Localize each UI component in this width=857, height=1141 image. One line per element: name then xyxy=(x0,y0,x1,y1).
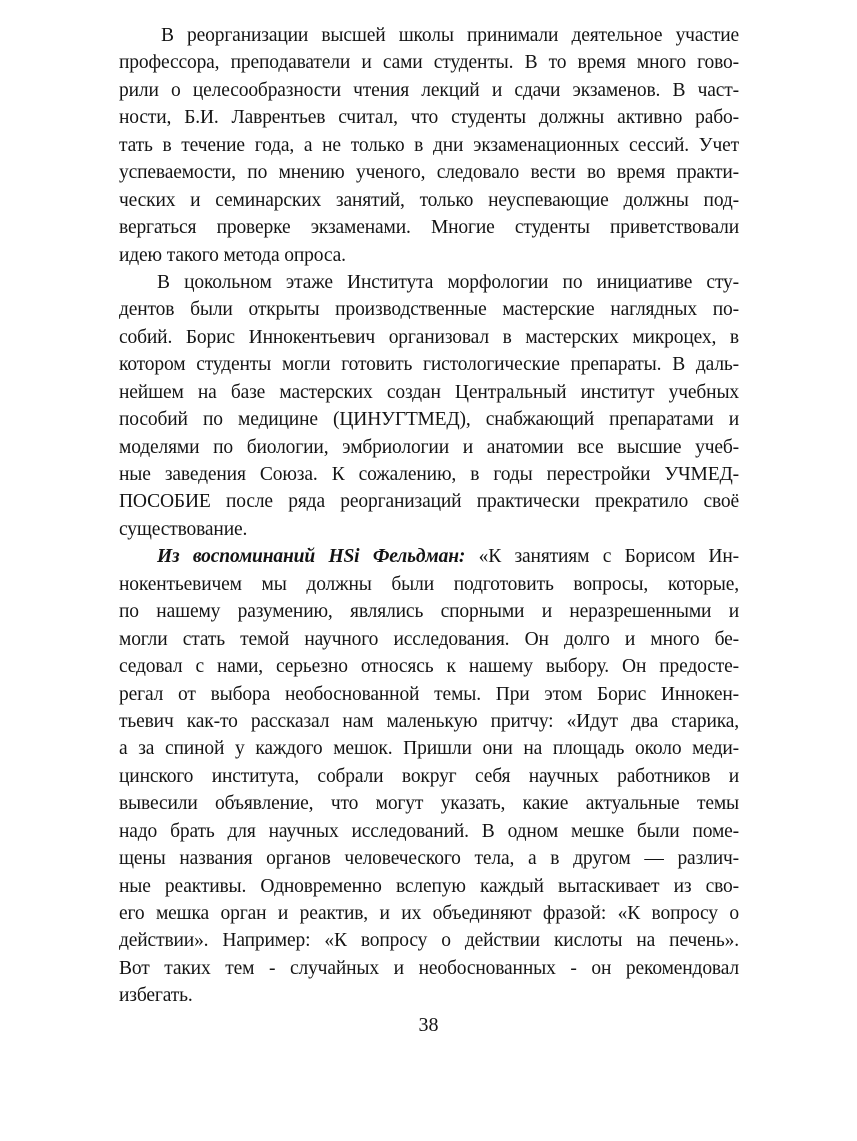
text-line: ные заведения Союза. К сожалению, в годы перестройки УЧМЕД- xyxy=(119,464,739,485)
text-line: идею такого метода опроса. xyxy=(119,244,346,266)
text-line: пособий по медицине (ЦИНУГТМЕД), снабжающий препаратами и xyxy=(119,409,739,431)
text-line: регал от выбора необоснованной темы. При этом Борис Иннокен- xyxy=(119,683,739,705)
memoir-attribution: Из воспоминаний HSi Фельдман: xyxy=(157,546,466,568)
text-line: рили о целесообразности чтения лекций и сдачи экзаменов. В част- xyxy=(119,79,739,101)
text-line: тьевич как-то рассказал нам маленькую притчу: «Идут два старика, xyxy=(119,710,739,732)
text-line: профессора, преподаватели и сами студенты. В то время много гово- xyxy=(119,52,739,74)
text-line: седовал с нами, серьезно относясь к нашему выбору. Он предосте- xyxy=(119,656,739,678)
text-line: вывесили объявление, что могут указать, какие актуальные темы xyxy=(119,793,739,815)
text-line: надо брать для научных исследований. В одном мешке были поме- xyxy=(119,820,739,842)
text-line: ные реактивы. Одновременно вслепую каждый вытаскивает из сво- xyxy=(119,875,739,897)
text-line: вергаться проверке экзаменами. Многие студенты приветствовали xyxy=(119,217,739,239)
text-line: существование. xyxy=(119,518,248,540)
text-line: ПОСОБИЕ после ряда реорганизаций практически прекратило своё xyxy=(119,491,739,513)
body-text xyxy=(119,22,739,1010)
text-line: могли стать темой научного исследования. Он долго и много бе- xyxy=(119,628,739,650)
text-line: нокентьевичем мы должны были подготовить вопросы, которые, xyxy=(119,573,739,595)
text-line: моделями по биологии, эмбриологии и анатомии все высшие учеб- xyxy=(119,436,739,458)
text-line: по нашему разумению, являлись спорными и неразрешенными и xyxy=(119,601,739,623)
text-line xyxy=(119,543,739,570)
page-number: 38 xyxy=(418,1014,439,1036)
text-line: избегать. xyxy=(119,985,193,1007)
text-line: ческих и семинарских занятий, только неуспевающие должны под- xyxy=(119,189,739,211)
text-line: его мешка орган и реактив, и их объединяют фразой: «К вопросу о xyxy=(119,903,739,924)
text-line: дентов были открыты производственные мастерские наглядных по- xyxy=(119,299,739,321)
text-line: щены названия органов человеческого тела, а в другом — различ- xyxy=(119,848,739,870)
text-fragment: «К занятиям с Борисом Ин- xyxy=(465,546,739,568)
text-line: нейшем на базе мастерских создан Центральный институт учебных xyxy=(119,381,739,403)
text-line: цинского института, собрали вокруг себя научных работников и xyxy=(119,765,739,787)
text-line: котором студенты могли готовить гистологические препараты. В даль- xyxy=(119,354,739,376)
text-line: ности, Б.И. Лаврентьев считал, что студенты должны активно рабо- xyxy=(119,107,739,129)
text-line: успеваемости, по мнению ученого, следовало вести во время практи- xyxy=(119,162,739,184)
text-line: Вот таких тем - случайных и необоснованных - он рекомендовал xyxy=(119,957,739,979)
text-line: В реорганизации высшей школы принимали деятельное участие xyxy=(161,25,739,46)
text-line: действии». Например: «К вопросу о действии кислоты на печень». xyxy=(119,930,739,952)
text-line: собий. Борис Иннокентьевич организовал в мастерских микроцех, в xyxy=(119,326,739,348)
text-line: тать в течение года, а не только в дни экзаменационных сессий. Учет xyxy=(119,134,739,156)
text-line: В цокольном этаже Института морфологии по инициативе сту- xyxy=(157,271,739,293)
text-line: а за спиной у каждого мешок. Пришли они на площадь около меди- xyxy=(119,738,739,760)
